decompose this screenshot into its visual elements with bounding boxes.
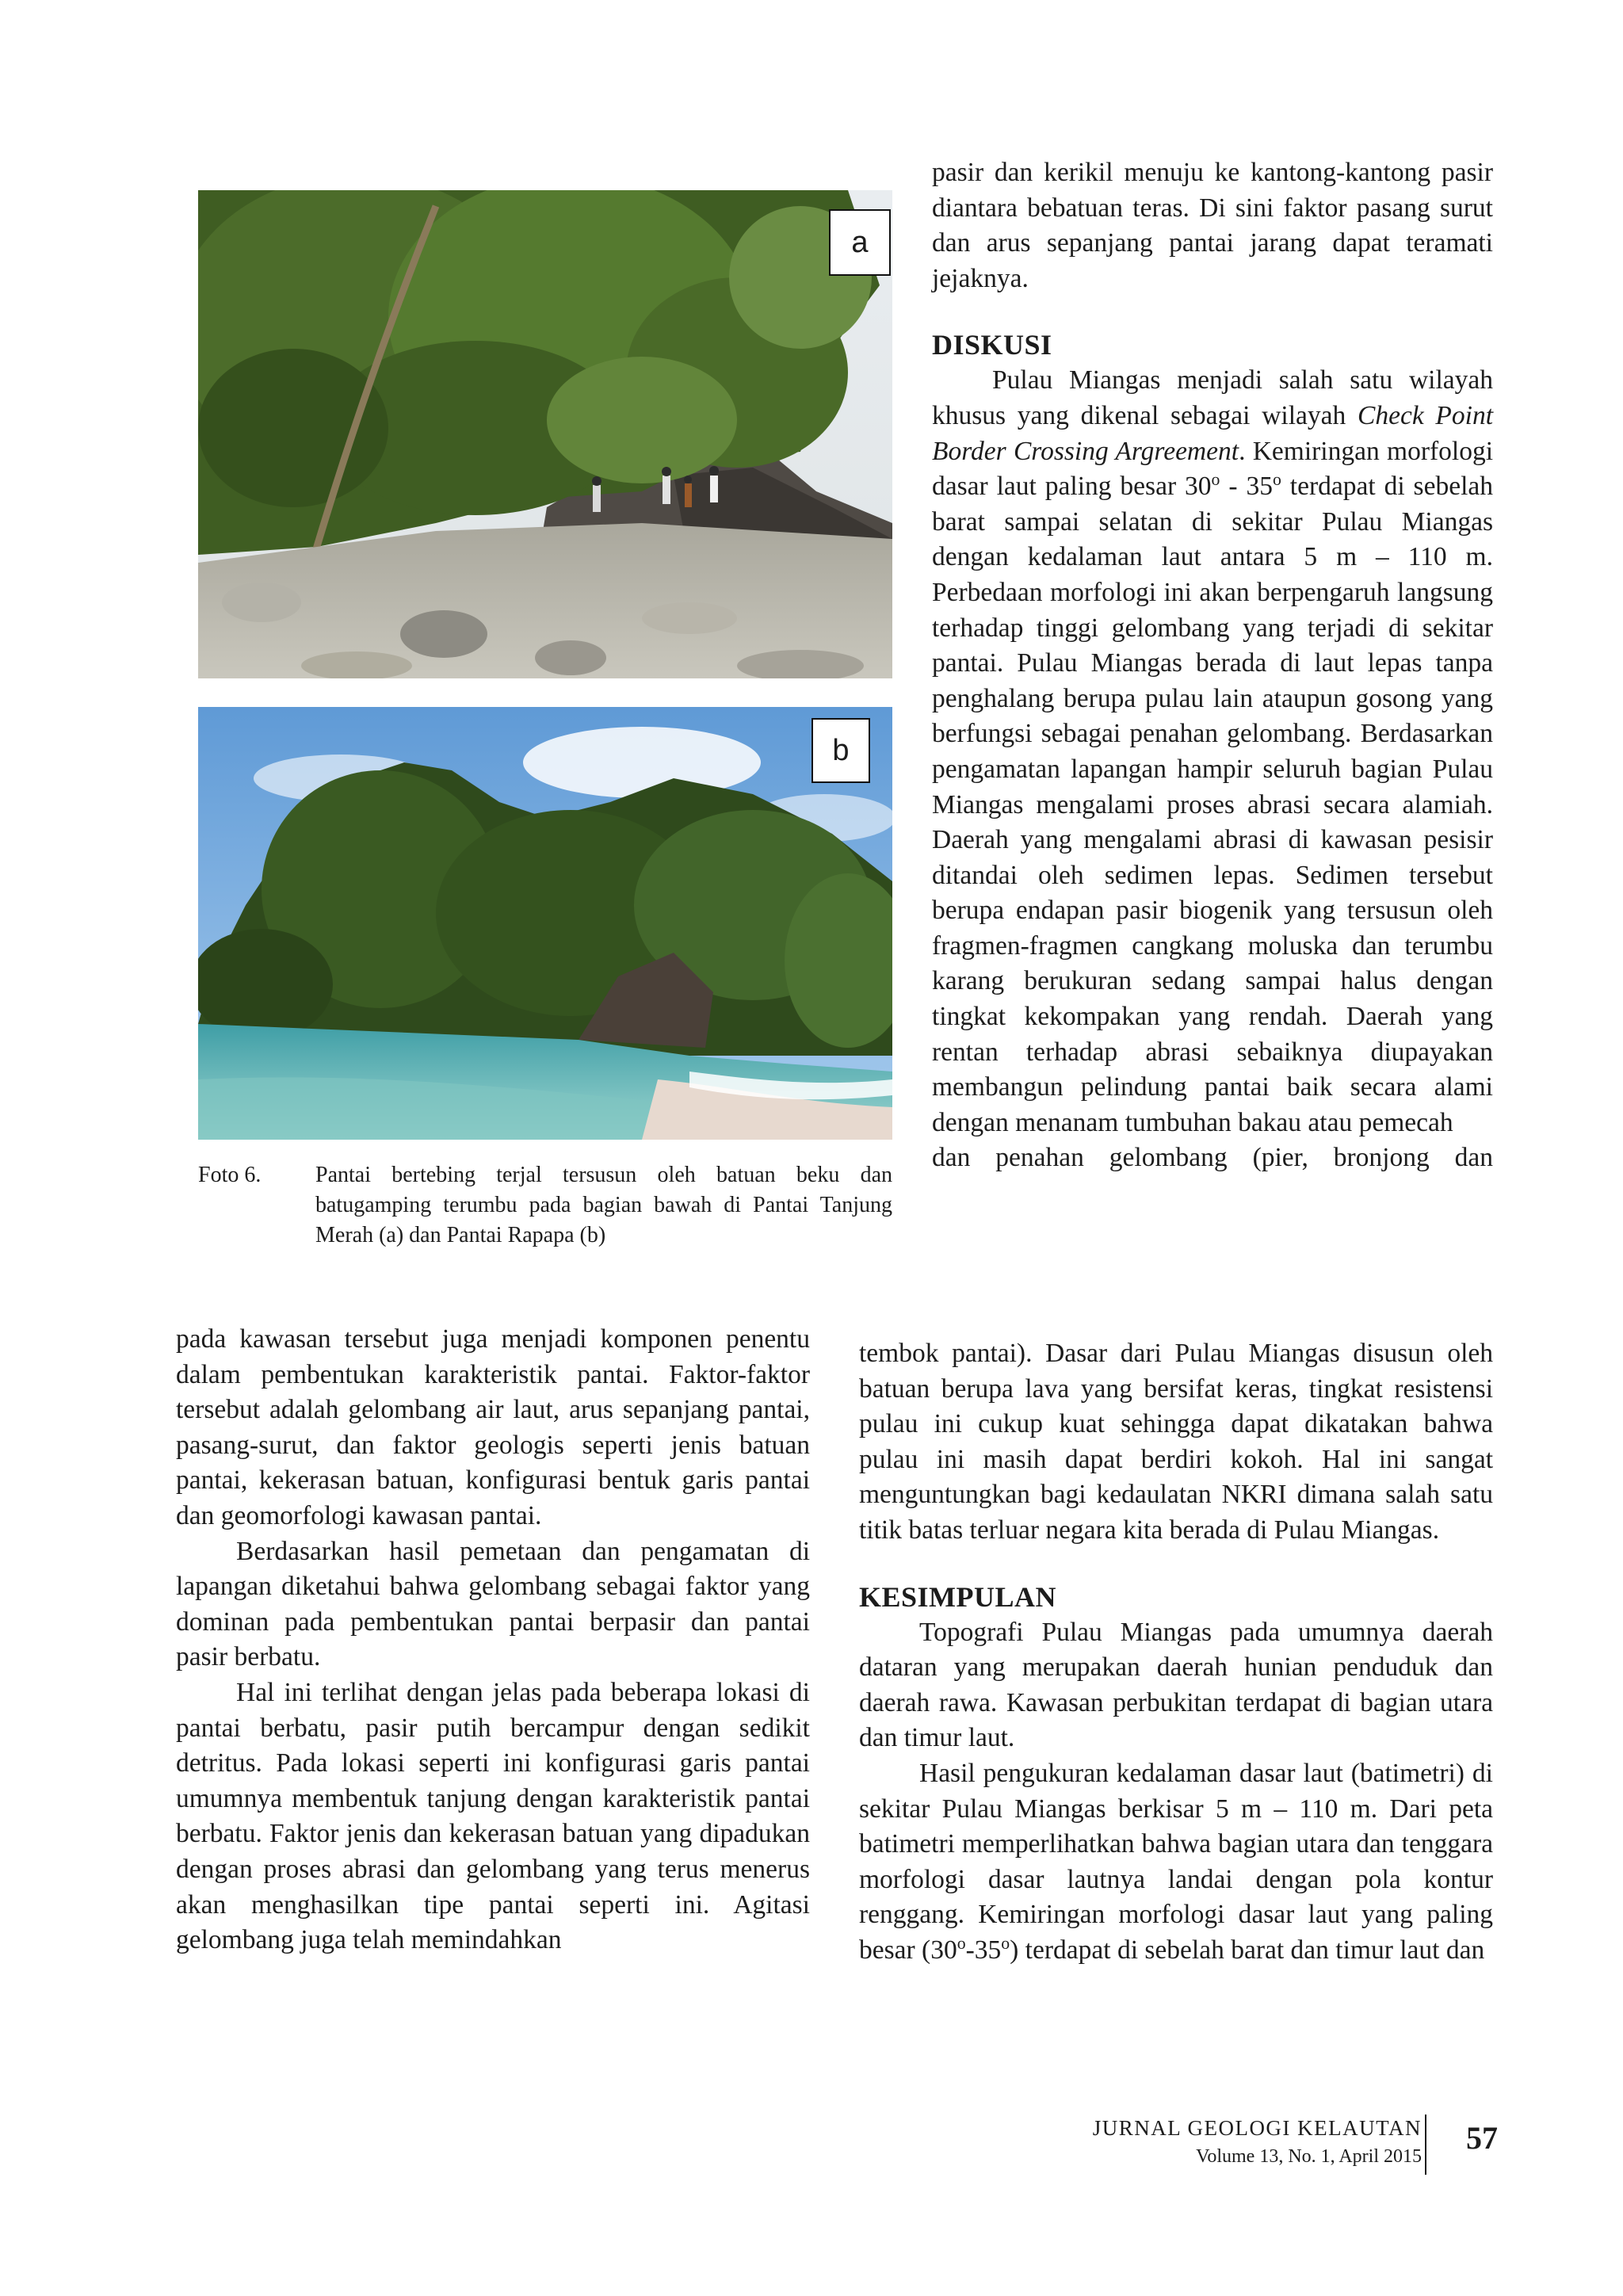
kesimpulan-text-end: ) terdapat di sebelah barat dan timur laut dan bbox=[1010, 1935, 1485, 1965]
diskusi-degree-sup-1: o bbox=[1211, 470, 1220, 489]
kesimpulan-paragraph-2 bbox=[859, 1756, 1493, 1969]
diskusi-dash: - bbox=[1220, 472, 1247, 502]
left-paragraph-3: Hal ini terlihat dengan jelas pada beberapa lokasi di pantai berbatu, pasir putih bercampur dengan sedikit detritus. Pada lokasi seperti ini konfigurasi garis pantai umumnya membentuk tanjung dengan karakteristik pantai berbatu. Faktor jenis dan kekerasan batuan yang dipadukan dengan proses abrasi dan gelombang yang terus menerus akan menghasilkan tipe pantai seperti ini. Agitasi gelombang juga telah memindahkan bbox=[176, 1677, 810, 1955]
diskusi-heading: DISKUSI bbox=[932, 329, 1052, 361]
photo-b-pantai-rapapa bbox=[198, 707, 892, 1140]
diskusi-text-end: terdapat di sebelah barat sampai selatan di sekitar Pulau Miangas dengan kedalaman laut antara 5 m – 110 m. Perbedaan morfologi ini akan berpengaruh langsung terhadap tinggi gelombang yang terjadi di sekitar pantai. Pulau Miangas berada di laut lepas tanpa penghalang berupa pulau lain ataupun gosong yang berfungsi sebagai penahan gelombang. Berdasarkan pengamatan lapangan hampir seluruh bagian Pulau Miangas mengalami proses abrasi secara alamiah. Daerah yang mengalami abrasi di kawasan pesisir ditandai oleh sedimen lepas. Sedimen tersebut berupa endapan pasir biogenik yang tersusun oleh fragmen-fragmen cangkang moluska dan terumbu karang berukuran sedang sampai halus dengan tingkat kekompakan yang rendah. Daerah yang rentan terhadap abrasi sebaiknya diupayakan membangun pelindung pantai baik secara alami dengan menanam tumbuhan bakau atau pemecah bbox=[932, 472, 1494, 1137]
intro-paragraph: pasir dan kerikil menuju ke kantong-kantong pasir diantara bebatuan teras. Di sini faktor pasang surut dan arus sepanjang pantai jarang dapat teramati jejaknya. bbox=[932, 158, 1493, 293]
kesimpulan-heading: KESIMPULAN bbox=[859, 1580, 1057, 1613]
kesimpulan-paragraph-1: Topografi Pulau Miangas pada umumnya daerah dataran yang merupakan daerah hunian penduduk dan daerah rawa. Kawasan perbukitan terdapat di bagian utara dan timur laut. bbox=[859, 1617, 1493, 1753]
diskusi-paragraph bbox=[932, 363, 1493, 1140]
left-paragraph-2: Berdasarkan hasil pemetaan dan pengamatan di lapangan diketahui bahwa gelombang sebagai faktor yang dominan pada pembentukan pantai berpasir dan pantai pasir berbatu. bbox=[176, 1536, 810, 1672]
kesimpulan-degree-1: 30 bbox=[930, 1935, 957, 1965]
page-number: 57 bbox=[1466, 2120, 1498, 2156]
footer-divider bbox=[1425, 2115, 1426, 2175]
kesimpulan-text-start: Hasil pengukuran kedalaman dasar laut (batimetri) di sekitar Pulau Miangas berkisar 5 m – 110 m. Dari peta batimetri memperlihatkan bahwa bagian utara dan tenggara morfologi dasar lautnya landai dengan pola kontur renggang. Kemiringan morfologi dasar laut yang paling besar ( bbox=[859, 1758, 1493, 1965]
footer bbox=[951, 2115, 1498, 2178]
diskusi-text-start: Pulau Miangas menjadi salah satu wilayah khusus yang dikenal sebagai wilayah bbox=[932, 365, 1493, 430]
journal-name: JURNAL GEOLOGI KELAUTAN bbox=[1092, 2116, 1422, 2140]
photo-b-label: b bbox=[812, 718, 870, 783]
kesimpulan-dash: - bbox=[965, 1935, 975, 1965]
diskusi-degree-2: 35 bbox=[1246, 472, 1273, 502]
kesimpulan-degree-sup-1: o bbox=[957, 1933, 966, 1953]
diskusi-continuation: tembok pantai). Dasar dari Pulau Miangas disusun oleh batuan berupa lava yang bersifat keras, tingkat resistensi pulau ini cukup kuat sehingga dapat dikatakan bahwa pulau ini masih dapat berdiri kokoh. Hal ini sangat menguntungkan bagi kedaulatan NKRI dimana salah satu titik batas terluar negara kita berada di Pulau Miangas. bbox=[859, 1339, 1493, 1545]
right-column-bottom bbox=[859, 1336, 1493, 1969]
diskusi-text-after-italic: . Kemiringan morfologi dasar laut paling besar bbox=[932, 436, 1493, 502]
kesimpulan-degree-sup-2: o bbox=[1001, 1933, 1010, 1953]
kesimpulan-degree-2: 35 bbox=[974, 1935, 1002, 1965]
photo-a-label: a bbox=[829, 209, 891, 276]
left-paragraph-1: pada kawasan tersebut juga menjadi komponen penentu dalam pembentukan karakteristik pantai. Faktor-faktor tersebut adalah gelombang air laut, arus sepanjang pantai, pasang-surut, dan faktor geologis seperti jenis batuan pantai, kekerasan batuan, konfigurasi bentuk garis pantai dan geomorfologi kawasan pantai. bbox=[176, 1324, 810, 1530]
photo-a-tanjung-merah bbox=[198, 190, 892, 678]
caption-text: Pantai bertebing terjal tersusun oleh batuan beku dan batugamping terumbu pada bagian bawah di Pantai Tanjung Merah (a) dan Pantai Rapapa (b) bbox=[315, 1163, 892, 1247]
diskusi-italic-term: Check Point Border Crossing Argreement bbox=[932, 400, 1494, 466]
caption-label: Foto 6. bbox=[198, 1163, 262, 1187]
diskusi-last-line: dan penahan gelombang (pier, bronjong dan bbox=[932, 1143, 1493, 1173]
diskusi-degree-1: 30 bbox=[1185, 472, 1212, 502]
left-column-bottom bbox=[176, 1322, 810, 1958]
right-column-top bbox=[932, 155, 1493, 1176]
diskusi-degree-sup-2: o bbox=[1272, 470, 1281, 489]
volume-info: Volume 13, No. 1, April 2015 bbox=[1196, 2146, 1422, 2167]
